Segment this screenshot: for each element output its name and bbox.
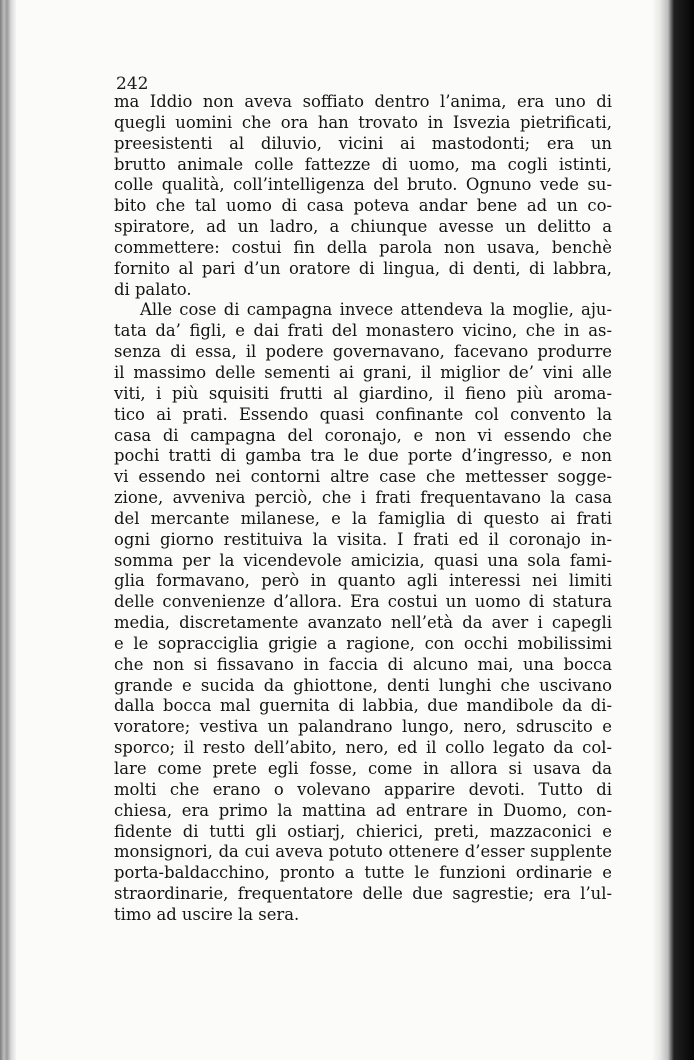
text-line: tata da’ figli, e dai frati del monastero vicino, che in as- [114, 321, 612, 341]
text-line: che non si fissavano in faccia di alcuno mai, una bocca [114, 654, 612, 674]
text-line: glia formavano, però in quanto agli interessi nei limiti [114, 571, 612, 591]
text-line: spiratore, ad un ladro, a chiunque avesse un delitto a [114, 217, 612, 237]
text-line: delle convenienze d’allora. Era costui un uomo di statura [114, 592, 612, 612]
text-line: media, discretamente avanzato nell’età da aver i capegli [114, 613, 612, 633]
text-line: sporco; il resto dell’abito, nero, ed il collo legato da col- [114, 738, 612, 758]
text-line: ma Iddio non aveva soffiato dentro l’anima, era uno di [114, 92, 612, 111]
text-line: senza di essa, il podere governavano, facevano produrre [114, 342, 612, 362]
text-line: commettere: costui fin della parola non usava, benchè [114, 237, 612, 257]
text-line: di palato. [114, 279, 192, 299]
text-line: pochi tratti di gamba tra le due porte d’ingresso, e non [114, 446, 612, 466]
text-line: molti che erano o volevano apparire devoti. Tutto di [114, 779, 612, 799]
text-line: il massimo delle sementi ai grani, il miglior de’ vini alle [114, 362, 612, 382]
text-line: lare come prete egli fosse, come in allora si usava da [114, 759, 612, 778]
text-line: chiesa, era primo la mattina ad entrare in Duomo, con- [114, 800, 612, 820]
page-number: 242 [116, 74, 149, 94]
text-line: bito che tal uomo di casa poteva andar bene ad un co- [114, 196, 612, 216]
text-line: monsignori, da cui aveva potuto ottenere d’esser supplente [114, 842, 612, 862]
text-line: del mercante milanese, e la famiglia di questo ai frati [114, 508, 612, 528]
text-line: e le sopracciglia grigie a ragione, con occhi mobilissimi [114, 633, 612, 653]
page-right-dark-edge [652, 0, 694, 1060]
text-line: fidente di tutti gli ostiarj, chierici, preti, mazzaconici e [114, 821, 612, 841]
text-line: quegli uomini che ora han trovato in Isvezia pietrificati, [114, 112, 612, 132]
page-left-binding-edge [0, 0, 16, 1060]
text-line: vi essendo nei contorni altre case che mettesser sogge- [114, 467, 612, 487]
text-line: straordinarie, frequentatore delle due sagrestie; era l’ul- [114, 884, 612, 904]
text-line: fornito al pari d’un oratore di lingua, di denti, di labbra, [114, 258, 612, 278]
text-line: grande e sucida da ghiottone, denti lunghi che uscivano [114, 675, 612, 695]
text-line: timo ad uscire la sera. [114, 904, 300, 924]
text-line: porta-baldacchino, pronto a tutte le funzioni ordinarie e [114, 863, 612, 883]
text-line: somma per la vicendevole amicizia, quasi una sola fami- [114, 550, 612, 570]
text-line: tico ai prati. Essendo quasi confinante col convento la [114, 404, 612, 424]
text-line: zione, avveniva perciò, che i frati frequentavano la casa [114, 488, 612, 508]
text-line: voratore; vestiva un palandrano lungo, nero, sdruscito e [114, 717, 612, 737]
text-line: preesistenti al diluvio, vicini ai mastodonti; era un [114, 133, 612, 153]
text-line: ogni giorno restituiva la visita. I frati ed il coronajo in- [114, 529, 612, 549]
text-line: casa di campagna del coronajo, e non vi essendo che [114, 425, 612, 445]
text-line: brutto animale colle fattezze di uomo, ma cogli istinti, [114, 154, 612, 174]
text-line: Alle cose di campagna invece attendeva la moglie, aju- [140, 300, 612, 320]
text-line: dalla bocca mal guernita di labbia, due mandibole da di- [114, 696, 612, 716]
text-line: viti, i più squisiti frutti al giardino, il fieno più aroma- [114, 383, 612, 403]
text-line: colle qualità, coll’intelligenza del bruto. Ognuno vede su- [114, 175, 612, 195]
body-text [114, 92, 612, 926]
